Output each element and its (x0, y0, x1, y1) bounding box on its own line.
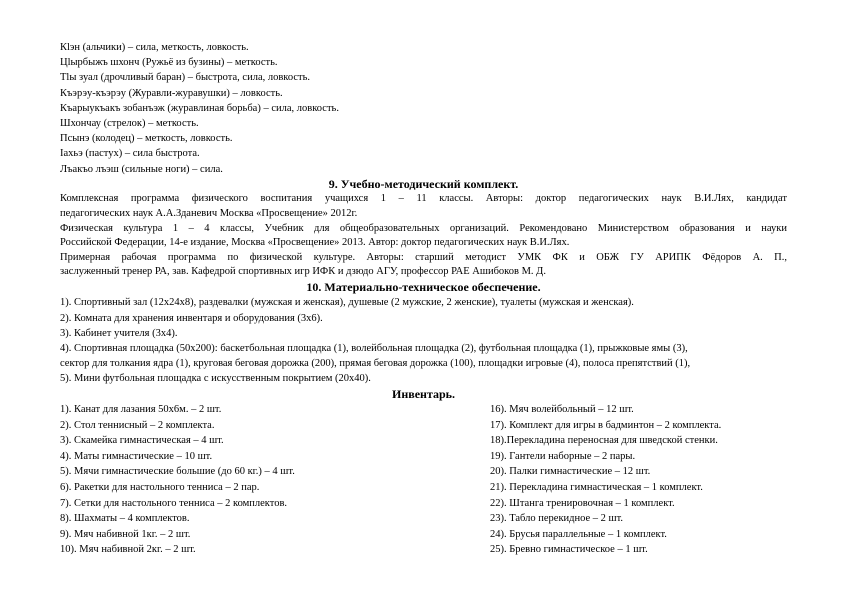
facility-line: 5). Мини футбольная площадка с искусственным покрытием (20x40). (60, 373, 371, 385)
paragraph-line: заслуженный тренер РА, зав. Кафедрой спортивных игр ИФК и дзюдо АГУ, профессор РАЕ Ашибоков М. Д. (60, 266, 546, 278)
inventory-item: 10). Мяч набивной 2кг. – 2 шт. (60, 544, 196, 556)
inventory-item: 22). Штанга тренировочная – 1 комплект. (490, 497, 675, 509)
inventory-item: 1). Канат для лазания 50x6м. – 2 шт. (60, 404, 222, 416)
games-list-item: Шхончау (стрелок) – меткость. (60, 118, 199, 130)
inventory-item: 4). Маты гимнастические – 10 шт. (60, 450, 213, 462)
paragraph-line: Примерная рабочая программа по физической культуре. Авторы: старший методист УМК ФК и ОБЖ ГУ АРИПК Фёдоров А. П., (60, 251, 787, 263)
section-9-paragraph (60, 251, 787, 280)
inventory-item: 9). Мяч набивной 1кг. – 2 шт. (60, 528, 191, 540)
facility-line: 2). Комната для хранения инвентаря и оборудования (3x6). (60, 312, 323, 324)
inventory-item: 6). Ракетки для настольного тенниса – 2 пар. (60, 482, 260, 494)
inventory-item: 16). Мяч волейбольный – 12 шт. (490, 404, 634, 416)
inventory-item: 5). Мячи гимнастические большие (до 60 кг.) – 4 шт. (60, 466, 295, 478)
games-list-item: Кlэн (альчики) – сила, меткость, ловкость. (60, 42, 249, 53)
games-list-item: Къарыукъакъ зобанъэж (журавлиная борьба) – сила, ловкость. (60, 102, 339, 114)
inventory-list (60, 402, 787, 558)
games-list (60, 40, 787, 177)
paragraph-line: Российской Федерации, 14-е издание, Москва «Просвещение» 2013. Автор: доктор педагогических наук В.И.Лях. (60, 237, 570, 249)
inventory-item: 18).Перекладина переносная для шведской стенки. (490, 435, 718, 447)
games-list-item: Къэрэу-къэрэу (Журавли-журавушки) – ловкость. (60, 87, 283, 99)
inventory-item: 21). Перекладина гимнастическая – 1 комплект. (490, 482, 703, 494)
inventory-item: 7). Сетки для настольного тенниса – 2 комплектов. (60, 497, 288, 509)
section-9-body (60, 192, 787, 280)
section-9-heading: 9. Учебно-методический комплект. (328, 176, 519, 191)
inventory-item: 24). Брусья параллельные – 1 комплект. (490, 528, 667, 540)
section-10-body (60, 295, 787, 386)
paragraph-line: педагогических наук А.А.Зданевич Москва «Просвещение» 2012г. (60, 207, 358, 219)
section-9-paragraph (60, 222, 787, 251)
inventory-item: 23). Табло перекидное – 2 шт. (490, 513, 624, 525)
facility-line: сектор для толкания ядра (1), круговая беговая дорожка (200), прямая беговая дорожка (100), площадки игровые (4), полоса препятствий (1), (60, 358, 691, 370)
inventory-item: 19). Гантели наборные – 2 пары. (490, 450, 636, 462)
inventory-item: 25). Бревно гимнастическое – 1 шт. (490, 544, 648, 556)
games-list-item: Цlырбыжъ шхонч (Ружьё из бузины) – меткость. (60, 57, 278, 69)
inventory-heading: Инвентарь. (391, 386, 456, 401)
facility-line: 4). Спортивная площадка (50x200): баскетбольная площадка (1), волейбольная площадка (2), футбольная площадка (1), прыжковые ямы (3), (60, 343, 688, 354)
games-list-item: Псынэ (колодец) – меткость, ловкость. (60, 133, 233, 145)
inventory-item: 17). Комплект для игры в бадминтон – 2 комплекта. (490, 419, 722, 431)
games-list-item: Іахьэ (пастух) – сила быстрота. (60, 148, 200, 160)
facility-line: 3). Кабинет учителя (3x4). (60, 327, 178, 339)
paragraph-line: Комплексная программа физического воспитания учащихся 1 – 11 классы. Авторы: доктор педагогических наук В.И.Лях, кандидат (60, 193, 787, 205)
section-10-heading: 10. Материально-техническое обеспечение. (306, 279, 541, 294)
inventory-item: 8). Шахматы – 4 комплектов. (60, 513, 190, 525)
section-9-paragraph (60, 192, 787, 221)
inventory-item: 3). Скамейка гимнастическая – 4 шт. (60, 435, 224, 447)
games-list-item: Лъакъо лъэш (сильные ноги) – сила. (60, 163, 223, 175)
inventory-column-right (490, 402, 787, 558)
inventory-column-left (60, 402, 490, 558)
inventory-item: 2). Стол теннисный – 2 комплекта. (60, 419, 215, 431)
games-list-item: Тlы зуал (дрочливый баран) – быстрота, сила, ловкость. (60, 72, 311, 84)
inventory-item: 20). Палки гимнастические – 12 шт. (490, 466, 651, 478)
facility-line: 1). Спортивный зал (12x24x8), раздевалки (мужская и женская), душевые (2 мужские, 2 женские), туалеты (мужская и женская). (60, 297, 634, 309)
document-page (60, 40, 787, 558)
paragraph-line: Физическая культура 1 – 4 классы, Учебник для общеобразовательных организаций. Рекомендовано Министерством образования и науки (60, 222, 787, 234)
